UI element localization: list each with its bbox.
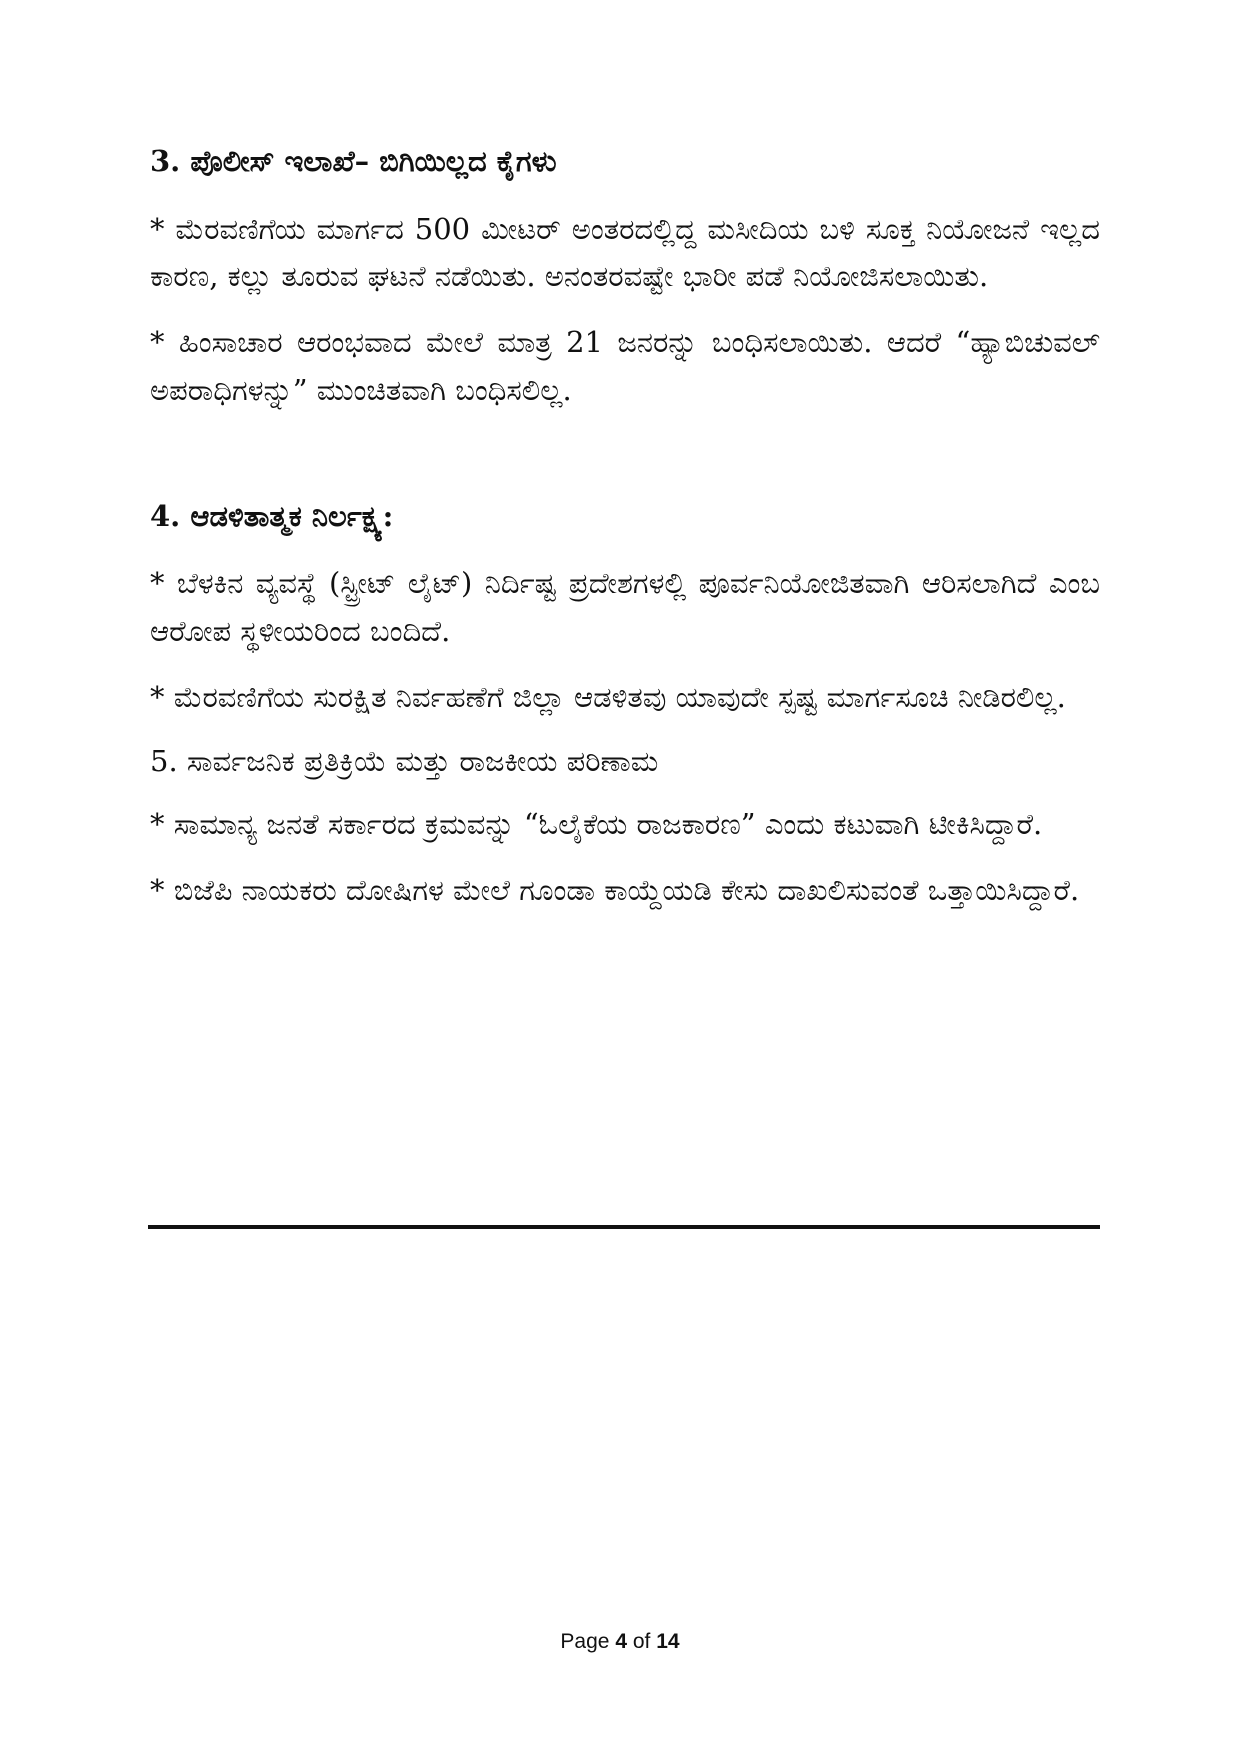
section-5-heading: 5. ಸಾರ್ವಜನಿಕ ಪ್ರತಿಕ್ರಿಯೆ ಮತ್ತು ರಾಜಕೀಯ ಪರಿಣಾಮ xyxy=(150,743,659,778)
section-4-point-1: * ಬೆಳಕಿನ ವ್ಯವಸ್ಥೆ (ಸ್ಟ್ರೀಟ್ ಲೈಟ್) ನಿರ್ದಿಷ್ಟ ಪ್ರದೇಶಗಳಲ್ಲಿ ಪೂರ್ವನಿಯೋಜಿತವಾಗಿ ಆರಿಸಲಾಗಿದೆ ಎಂಬ ಆರೋಪ ಸ್ಥಳೀಯರಿಂದ ಬಂದಿದೆ. xyxy=(150,566,1100,649)
page-of-label: of xyxy=(632,1630,651,1653)
section-4-point-2: * ಮೆರವಣಿಗೆಯ ಸುರಕ್ಷಿತ ನಿರ್ವಹಣೆಗೆ ಜಿಲ್ಲಾ ಆಡಳಿತವು ಯಾವುದೇ ಸ್ಪಷ್ಟ ಮಾರ್ಗಸೂಚಿ ನೀಡಿರಲಿಲ್ಲ. xyxy=(150,680,1066,715)
section-3-point-1: * ಮೆರವಣಿಗೆಯ ಮಾರ್ಗದ 500 ಮೀಟರ್ ಅಂತರದಲ್ಲಿದ್ದ ಮಸೀದಿಯ ಬಳಿ ಸೂಕ್ತ ನಿಯೋಜನೆ ಇಲ್ಲದ ಕಾರಣ, ಕಲ್ಲು ತೂರುವ ಘಟನೆ ನಡೆಯಿತು. ಅನಂತರವಷ್ಟೇ ಭಾರೀ ಪಡೆ ನಿಯೋಜಿಸಲಾಯಿತು. xyxy=(150,211,1100,294)
section-4-heading: 4. ಆಡಳಿತಾತ್ಮಕ ನಿರ್ಲಕ್ಷ್ಯ: xyxy=(150,498,394,533)
page-label: Page xyxy=(560,1630,610,1653)
section-3-point-2: * ಹಿಂಸಾಚಾರ ಆರಂಭವಾದ ಮೇಲೆ ಮಾತ್ರ 21 ಜನರನ್ನು ಬಂಧಿಸಲಾಯಿತು. ಆದರೆ “ಹ್ಯಾಬಿಚುವಲ್ ಅಪರಾಧಿಗಳನ್ನು” ಮುಂಚಿತವಾಗಿ ಬಂಧಿಸಲಿಲ್ಲ. xyxy=(150,325,1100,408)
section-5-point-2: * ಬಿಜೆಪಿ ನಾಯಕರು ದೋಷಿಗಳ ಮೇಲೆ ಗೂಂಡಾ ಕಾಯ್ದೆಯಡಿ ಕೇಸು ದಾಖಲಿಸುವಂತೆ ಒತ್ತಾಯಿಸಿದ್ದಾರೆ. xyxy=(150,873,1080,908)
horizontal-divider xyxy=(148,1225,1100,1229)
section-5-point-1: * ಸಾಮಾನ್ಯ ಜನತೆ ಸರ್ಕಾರದ ಕ್ರಮವನ್ನು “ಓಲೈಕೆಯ ರಾಜಕಾರಣ” ಎಂದು ಕಟುವಾಗಿ ಟೀಕಿಸಿದ್ದಾರೆ. xyxy=(150,807,1043,842)
section-spacer xyxy=(150,433,1100,495)
document-body xyxy=(150,140,1100,933)
page-footer xyxy=(0,1630,1240,1654)
section-3-heading: 3. ಪೊಲೀಸ್ ಇಲಾಖೆ– ಬಿಗಿಯಿಲ್ಲದ ಕೈಗಳು xyxy=(150,144,557,178)
current-page-number: 4 xyxy=(615,1630,627,1653)
total-pages-number: 14 xyxy=(656,1630,680,1653)
